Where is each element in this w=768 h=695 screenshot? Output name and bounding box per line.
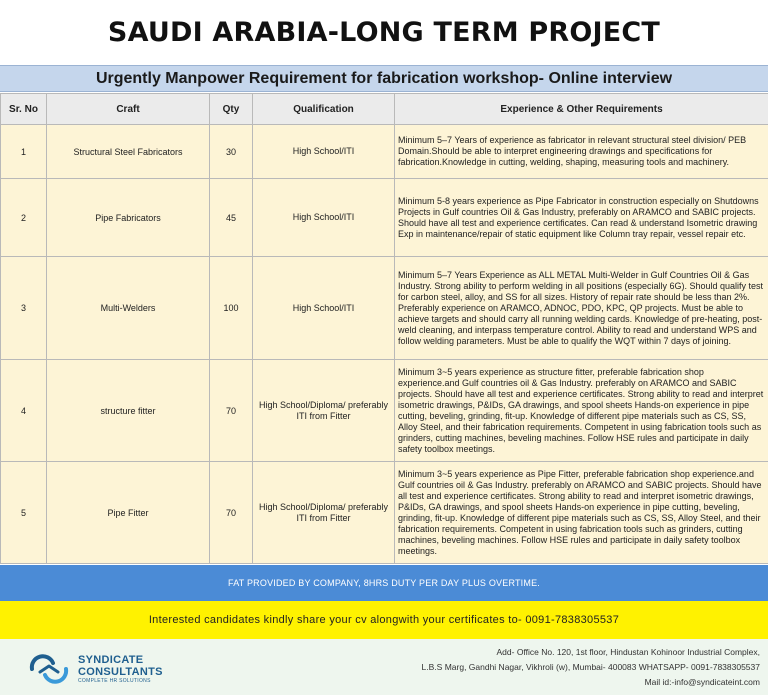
company-name-line-1: SYNDICATE <box>78 654 144 666</box>
cell-qualification: High School/ITI <box>253 179 395 257</box>
table-row <box>1 462 768 564</box>
cell-sr-no: 2 <box>1 179 47 257</box>
requirements-table <box>0 93 768 564</box>
company-name-line-2: CONSULTANTS <box>78 666 163 678</box>
company-address <box>200 645 760 690</box>
cell-craft: Structural Steel Fabricators <box>47 125 210 179</box>
syndicate-logo-icon <box>26 653 72 685</box>
cell-sr-no: 3 <box>1 257 47 360</box>
table-header-row <box>1 94 768 125</box>
cell-qualification: High School/ITI <box>253 125 395 179</box>
address-line-1: Add- Office No. 120, 1st floor, Hindustan Kohinoor Industrial Complex, <box>496 647 760 657</box>
email-line: Mail id:-info@syndicateint.com <box>644 677 760 687</box>
cell-sr-no: 1 <box>1 125 47 179</box>
table-row <box>1 179 768 257</box>
header-qty: Qty <box>210 94 253 125</box>
cell-sr-no: 5 <box>1 462 47 564</box>
cell-qty: 45 <box>210 179 253 257</box>
cell-experience: Minimum 5–7 Years Experience as ALL METAL Multi-Welder in Gulf Countries Oil & Gas Industry. Strong ability to perform welding in all positions (especially 6G). Should qualify test for carbon steel, alloy, and SS for all sizes. History of repair rate should be less than 2%. Preferably experience on ARAMCO, ADNOC, PDO, KPC, QP projects. Must be able to achieve targets and should carry all running welding cards. Knowledge of pre-heating, post-weld cleaning, and interpass temperature control. Ability to read and understand WPS and follow welding parameters. Must be able to qualify the WQT within 7 days of joining. <box>395 257 768 360</box>
cell-qty: 70 <box>210 462 253 564</box>
benefits-banner: FAT PROVIDED BY COMPANY, 8HRS DUTY PER DAY PLUS OVERTIME. <box>0 565 768 601</box>
company-logo <box>26 653 186 687</box>
cell-craft: Pipe Fitter <box>47 462 210 564</box>
page-subtitle: Urgently Manpower Requirement for fabrication workshop- Online interview <box>0 65 768 92</box>
cell-experience: Minimum 3~5 years experience as structure fitter, preferable fabrication shop experience.and Gulf countries oil & Gas Industry. preferably on ARAMCO and SABIC projects. Should have all test and experience certificates. Strong ability to read and interpret isometric drawings, P&IDs, GA drawings, and spool sheets Hands-on experience in pipe cutting, beveling, grinding, fit-up. Knowledge of different pipe materials such as CS, SS, Alloy Steel, and their fabrication requirements. Competent in using fabrication tools such as grinders, cutting machines, beveling machines. Follow HSE rules and participate in daily safety toolbox meetings. <box>395 360 768 462</box>
header-experience: Experience & Other Requirements <box>395 94 768 125</box>
footer <box>0 639 768 695</box>
header-craft: Craft <box>47 94 210 125</box>
cell-qualification: High School/ITI <box>253 257 395 360</box>
cell-experience: Minimum 5-8 years experience as Pipe Fabricator in construction especially on Shutdowns Projects in Gulf countries Oil & Gas Industry, preferably on ARAMCO and SABIC projects. Should have all test and experience certificates. Can read & understand Isometric drawing Exp in maintenance/repair of static equipment like Column tray repair, vessel repair etc. <box>395 179 768 257</box>
address-line-2: L.B.S Marg, Gandhi Nagar, Vikhroli (w), Mumbai- 400083 WHATSAPP- 0091-7838305537 <box>421 662 760 672</box>
cell-craft: Pipe Fabricators <box>47 179 210 257</box>
table-row <box>1 257 768 360</box>
header-qualification: Qualification <box>253 94 395 125</box>
cell-qualification: High School/Diploma/ preferably ITI from Fitter <box>253 462 395 564</box>
company-name <box>78 654 163 678</box>
cell-sr-no: 4 <box>1 360 47 462</box>
apply-banner: Interested candidates kindly share your cv alongwith your certificates to- 0091-7838305537 <box>0 601 768 639</box>
table-row <box>1 125 768 179</box>
table-row <box>1 360 768 462</box>
cell-craft: structure fitter <box>47 360 210 462</box>
page-title: SAUDI ARABIA-LONG TERM PROJECT <box>107 17 661 48</box>
cell-qty: 30 <box>210 125 253 179</box>
cell-experience: Minimum 5–7 Years of experience as fabricator in relevant structural steel division/ PEB Domain.Should be able to interpret engineering drawings and specifications for fabrication.Knowledge in cutting, welding, shaping, measuring tools and machinery. <box>395 125 768 179</box>
cell-qty: 70 <box>210 360 253 462</box>
cell-qualification: High School/Diploma/ preferably ITI from Fitter <box>253 360 395 462</box>
header-sr-no: Sr. No <box>1 94 47 125</box>
company-tagline: COMPLETE HR SOLUTIONS <box>78 678 151 684</box>
cell-craft: Multi-Welders <box>47 257 210 360</box>
cell-experience: Minimum 3~5 years experience as Pipe Fitter, preferable fabrication shop experience.and Gulf countries oil & Gas Industry. preferably on ARAMCO and SABIC projects. Should have all test and experience certificates. Strong ability to read and interpret isometric drawings, P&IDs, GA drawings, and spool sheets Hands-on experience in pipe cutting, beveling, grinding, fit-up. Knowledge of different pipe materials such as CS, SS, Alloy Steel, and their fabrication requirements. Competent in using fabrication tools such as grinders, cutting machines, beveling machines. Follow HSE rules and participate in daily safety toolbox meetings. <box>395 462 768 564</box>
cell-qty: 100 <box>210 257 253 360</box>
